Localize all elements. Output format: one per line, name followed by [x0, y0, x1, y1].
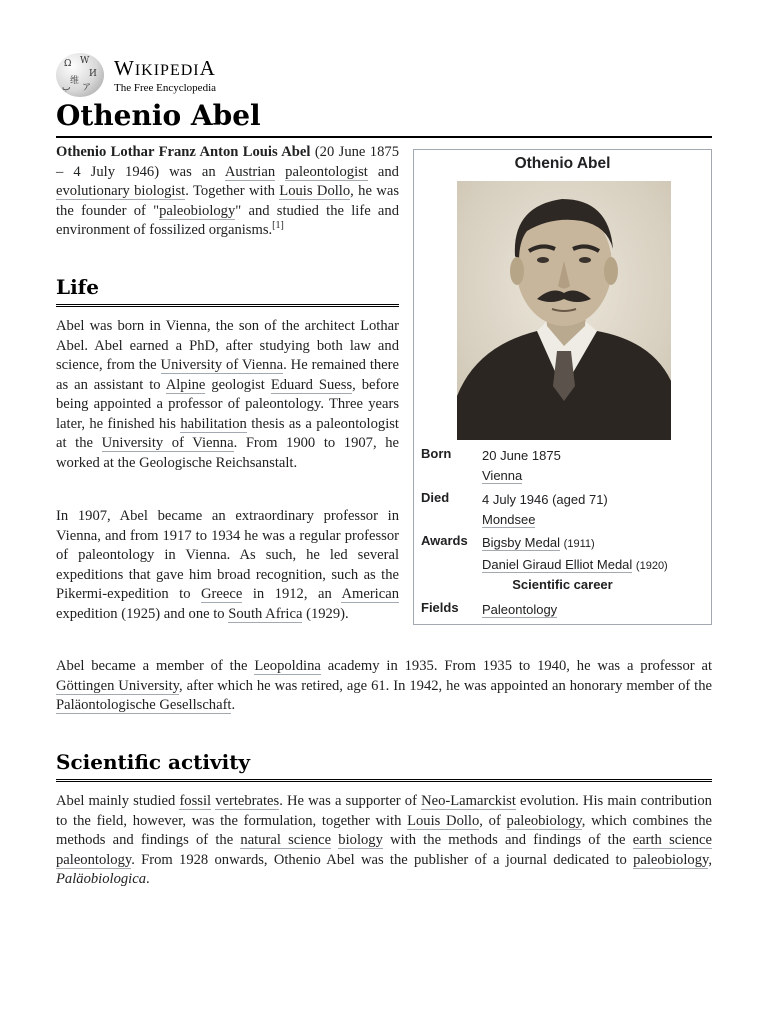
- born-date: 20 June 1875: [482, 448, 561, 463]
- link-alpine[interactable]: Alpine: [165, 376, 206, 393]
- link-greece[interactable]: Greece: [201, 586, 243, 602]
- link-paleontologist[interactable]: paleontologist: [285, 163, 368, 180]
- link-bigsby-medal[interactable]: Bigsby Medal: [482, 535, 561, 550]
- globe-glyph: ب: [62, 83, 71, 93]
- link-mondsee[interactable]: Mondsee: [482, 511, 536, 527]
- globe-glyph: ア: [82, 83, 92, 93]
- globe-glyph: Ω: [64, 59, 72, 69]
- wikipedia-logo[interactable]: [56, 53, 216, 97]
- link-biology[interactable]: biology: [338, 832, 383, 848]
- life-paragraph-3: Abel became a member of the Leopoldina academy in 1935. From 1935 to 1940, he was a professor at Göttingen University, after which he was retired, age 61. In 1942, he was appointed an honorary member of the Paläontologische Gesellschaft.: [56, 658, 712, 713]
- link-vertebrates[interactable]: vertebrates: [215, 793, 280, 809]
- link-paleobiology[interactable]: paleobiology: [159, 202, 236, 219]
- link-fossil[interactable]: fossil: [179, 793, 212, 809]
- page-title: Othenio Abel: [56, 96, 712, 138]
- awards-label: Awards: [421, 533, 468, 548]
- portrait-photo[interactable]: [457, 181, 671, 440]
- wordmark-title: WIKIPEDIA: [114, 55, 216, 80]
- section-heading-scientific-activity: Scientific activity: [56, 747, 712, 782]
- link-leopoldina[interactable]: Leopoldina: [254, 658, 321, 674]
- infobox-title: Othenio Abel: [514, 155, 611, 172]
- infobox-section-scientific-career: Scientific career: [512, 577, 613, 592]
- life-paragraph-2: In 1907, Abel became an extraordinary professor in Vienna, and from 1917 to 1934 he was a regular professor of paleontology in Vienna. As such, he led several expeditions that gave him broad recognition, such as the Pikermi-expedition to Greece in 1912, an American expedition (1925) and one to South Africa (1929).: [56, 508, 399, 622]
- intro-paragraph: Othenio Lothar Franz Anton Louis Abel (20 June 1875 – 4 July 1946) was an Austrian paleontologist and evolutionary biologist. Together with Louis Dollo, he was the founder of "paleobiology" and studied the life and environment of fossilized organisms.[1]: [56, 144, 400, 238]
- link-neo-lamarckist[interactable]: Neo-Lamarckist: [421, 793, 516, 809]
- life-paragraph-1: Abel was born in Vienna, the son of the architect Lothar Abel. Abel earned a PhD, after studying both law and science, from the University of Vienna. He remained there as an assistant to Alpine geologist Eduard Suess, before being appointed a professor of paleontology. Three years later, he finished his habilitation thesis as a paleontologist at the University of Vienna. From 1900 to 1907, he worked at the Geologische Reichsanstalt.: [56, 318, 399, 471]
- award1-year: (1911): [563, 538, 595, 550]
- reference-link[interactable]: [1]: [272, 220, 284, 232]
- died-date: 4 July 1946 (aged 71): [482, 492, 608, 507]
- link-vienna[interactable]: Vienna: [482, 467, 523, 483]
- link-gottingen-university[interactable]: Göttingen University: [56, 677, 179, 694]
- section-heading-life: Life: [56, 272, 399, 307]
- link-daniel-giraud-elliot-medal[interactable]: Daniel Giraud Elliot Medal: [482, 556, 633, 572]
- scientific-paragraph: Abel mainly studied fossil vertebrates. He was a supporter of Neo-Lamarckist evolution. His main contribution to the field, however, was the formulation, together with Louis Dollo, of paleobiology, which combines the methods and findings of the natural science biology with the methods and findings of the earth science paleontology. From 1928 onwards, Othenio Abel was the publisher of a journal dedicated to paleobiology, Paläobiologica.: [56, 793, 713, 887]
- link-american[interactable]: American: [341, 586, 399, 602]
- link-eduard-suess[interactable]: Eduard Suess: [270, 376, 353, 393]
- link-louis-dollo[interactable]: Louis Dollo: [279, 183, 351, 199]
- link-palaontologische-gesellschaft[interactable]: Paläontologische Gesellschaft: [56, 697, 232, 713]
- link-paleontology[interactable]: paleontology: [56, 851, 132, 868]
- link-university-of-vienna[interactable]: University of Vienna: [160, 357, 284, 373]
- globe-glyph: 维: [70, 76, 80, 86]
- subject-name: Othenio Lothar Franz Anton Louis Abel: [56, 144, 311, 160]
- link-paleontology-field[interactable]: Paleontology: [482, 602, 558, 617]
- died-label: Died: [421, 490, 450, 505]
- fields-label: Fields: [421, 600, 459, 615]
- wordmark: [114, 57, 216, 94]
- link-south-africa[interactable]: South Africa: [228, 605, 303, 622]
- link-louis-dollo-2[interactable]: Louis Dollo: [407, 812, 480, 829]
- award2-year: (1920): [635, 559, 668, 572]
- link-university-of-vienna-2[interactable]: University of Vienna: [101, 435, 234, 451]
- globe-glyph: W: [80, 56, 90, 66]
- portrait-illustration: [457, 181, 671, 440]
- journal-title: Paläobiologica: [56, 871, 146, 887]
- link-evolutionary-biologist[interactable]: evolutionary biologist: [56, 183, 186, 199]
- born-label: Born: [421, 446, 452, 461]
- link-paleobiology-2[interactable]: paleobiology: [506, 812, 582, 829]
- link-habilitation[interactable]: habilitation: [180, 415, 247, 432]
- link-natural-science[interactable]: natural science: [240, 832, 332, 848]
- link-austrian[interactable]: Austrian: [224, 163, 276, 180]
- infobox: [413, 149, 712, 625]
- wordmark-tagline: The Free Encyclopedia: [114, 81, 217, 94]
- wikipedia-globe-icon: [56, 53, 104, 97]
- link-paleobiology-3[interactable]: paleobiology: [633, 851, 709, 868]
- globe-glyph: И: [89, 69, 97, 79]
- link-earth-science[interactable]: earth science: [632, 832, 713, 848]
